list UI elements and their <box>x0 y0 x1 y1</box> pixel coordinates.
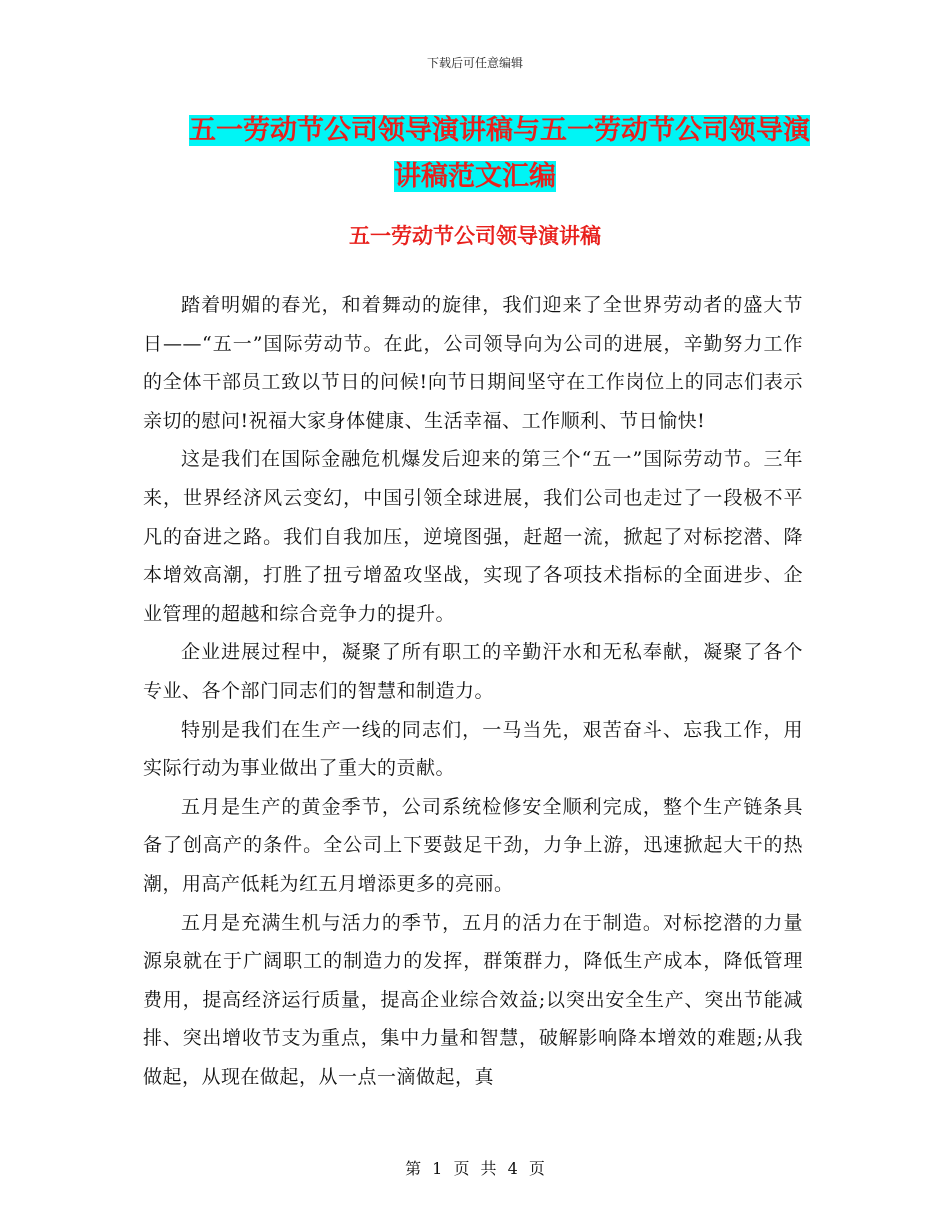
paragraph: 五月是充满生机与活力的季节，五月的活力在于制造。对标挖潜的力量源泉就在于广阔职工的制造力的发挥，群策群力，降低生产成本，降低管理费用，提高经济运行质量，提高企业综合效益;以突出安全生产、突出节能减排、突出增收节支为重点，集中力量和智慧，破解影响降本增效的难题;从我做起，从现在做起，从一点一滴做起，真 <box>143 911 803 1088</box>
paragraph: 企业进展过程中，凝聚了所有职工的辛勤汗水和无私奉献，凝聚了各个专业、各个部门同志们的智慧和制造力。 <box>143 641 803 702</box>
section-title: 五一劳动节公司领导演讲稿 <box>349 224 601 248</box>
paragraph: 特别是我们在生产一线的同志们，一马当先，艰苦奋斗、忘我工作，用实际行动为事业做出了重大的贡献。 <box>143 718 803 780</box>
header-note: 下载后可任意编辑 <box>426 56 523 70</box>
paragraph: 五月是生产的黄金季节，公司系统检修安全顺利完成，整个生产链条具备了创高产的条件。全公司上下要鼓足干劲，力争上游，迅速掀起大干的热潮，用高产低耗为红五月增添更多的亮丽。 <box>143 795 803 895</box>
title-line-2: 讲稿范文汇编 <box>394 161 556 192</box>
document-title <box>140 108 810 200</box>
title-line-1: 五一劳动节公司领导演讲稿与五一劳动节公司领导演 <box>189 115 810 146</box>
page-number: 第 1 页 共 4 页 <box>405 1159 545 1178</box>
paragraph: 这是我们在国际金融危机爆发后迎来的第三个“五一”国际劳动节。三年来，世界经济风云变幻，中国引领全球进展，我们公司也走过了一段极不平凡的奋进之路。我们自我加压，逆境图强，赶超一流，掀起了对标挖潜、降本增效高潮，打胜了扭亏增盈攻坚战，实现了各项技术指标的全面进步、企业管理的超越和综合竞争力的提升。 <box>143 448 803 625</box>
body-text <box>143 286 803 1096</box>
paragraph: 踏着明媚的春光，和着舞动的旋律，我们迎来了全世界劳动者的盛大节日——“五一”国际劳动节。在此，公司领导向为公司的进展，辛勤努力工作的全体干部员工致以节日的问候!向节日期间坚守在工作岗位上的同志们表示亲切的慰问!祝福大家身体健康、生活幸福、工作顺利、节日愉快! <box>143 294 803 432</box>
